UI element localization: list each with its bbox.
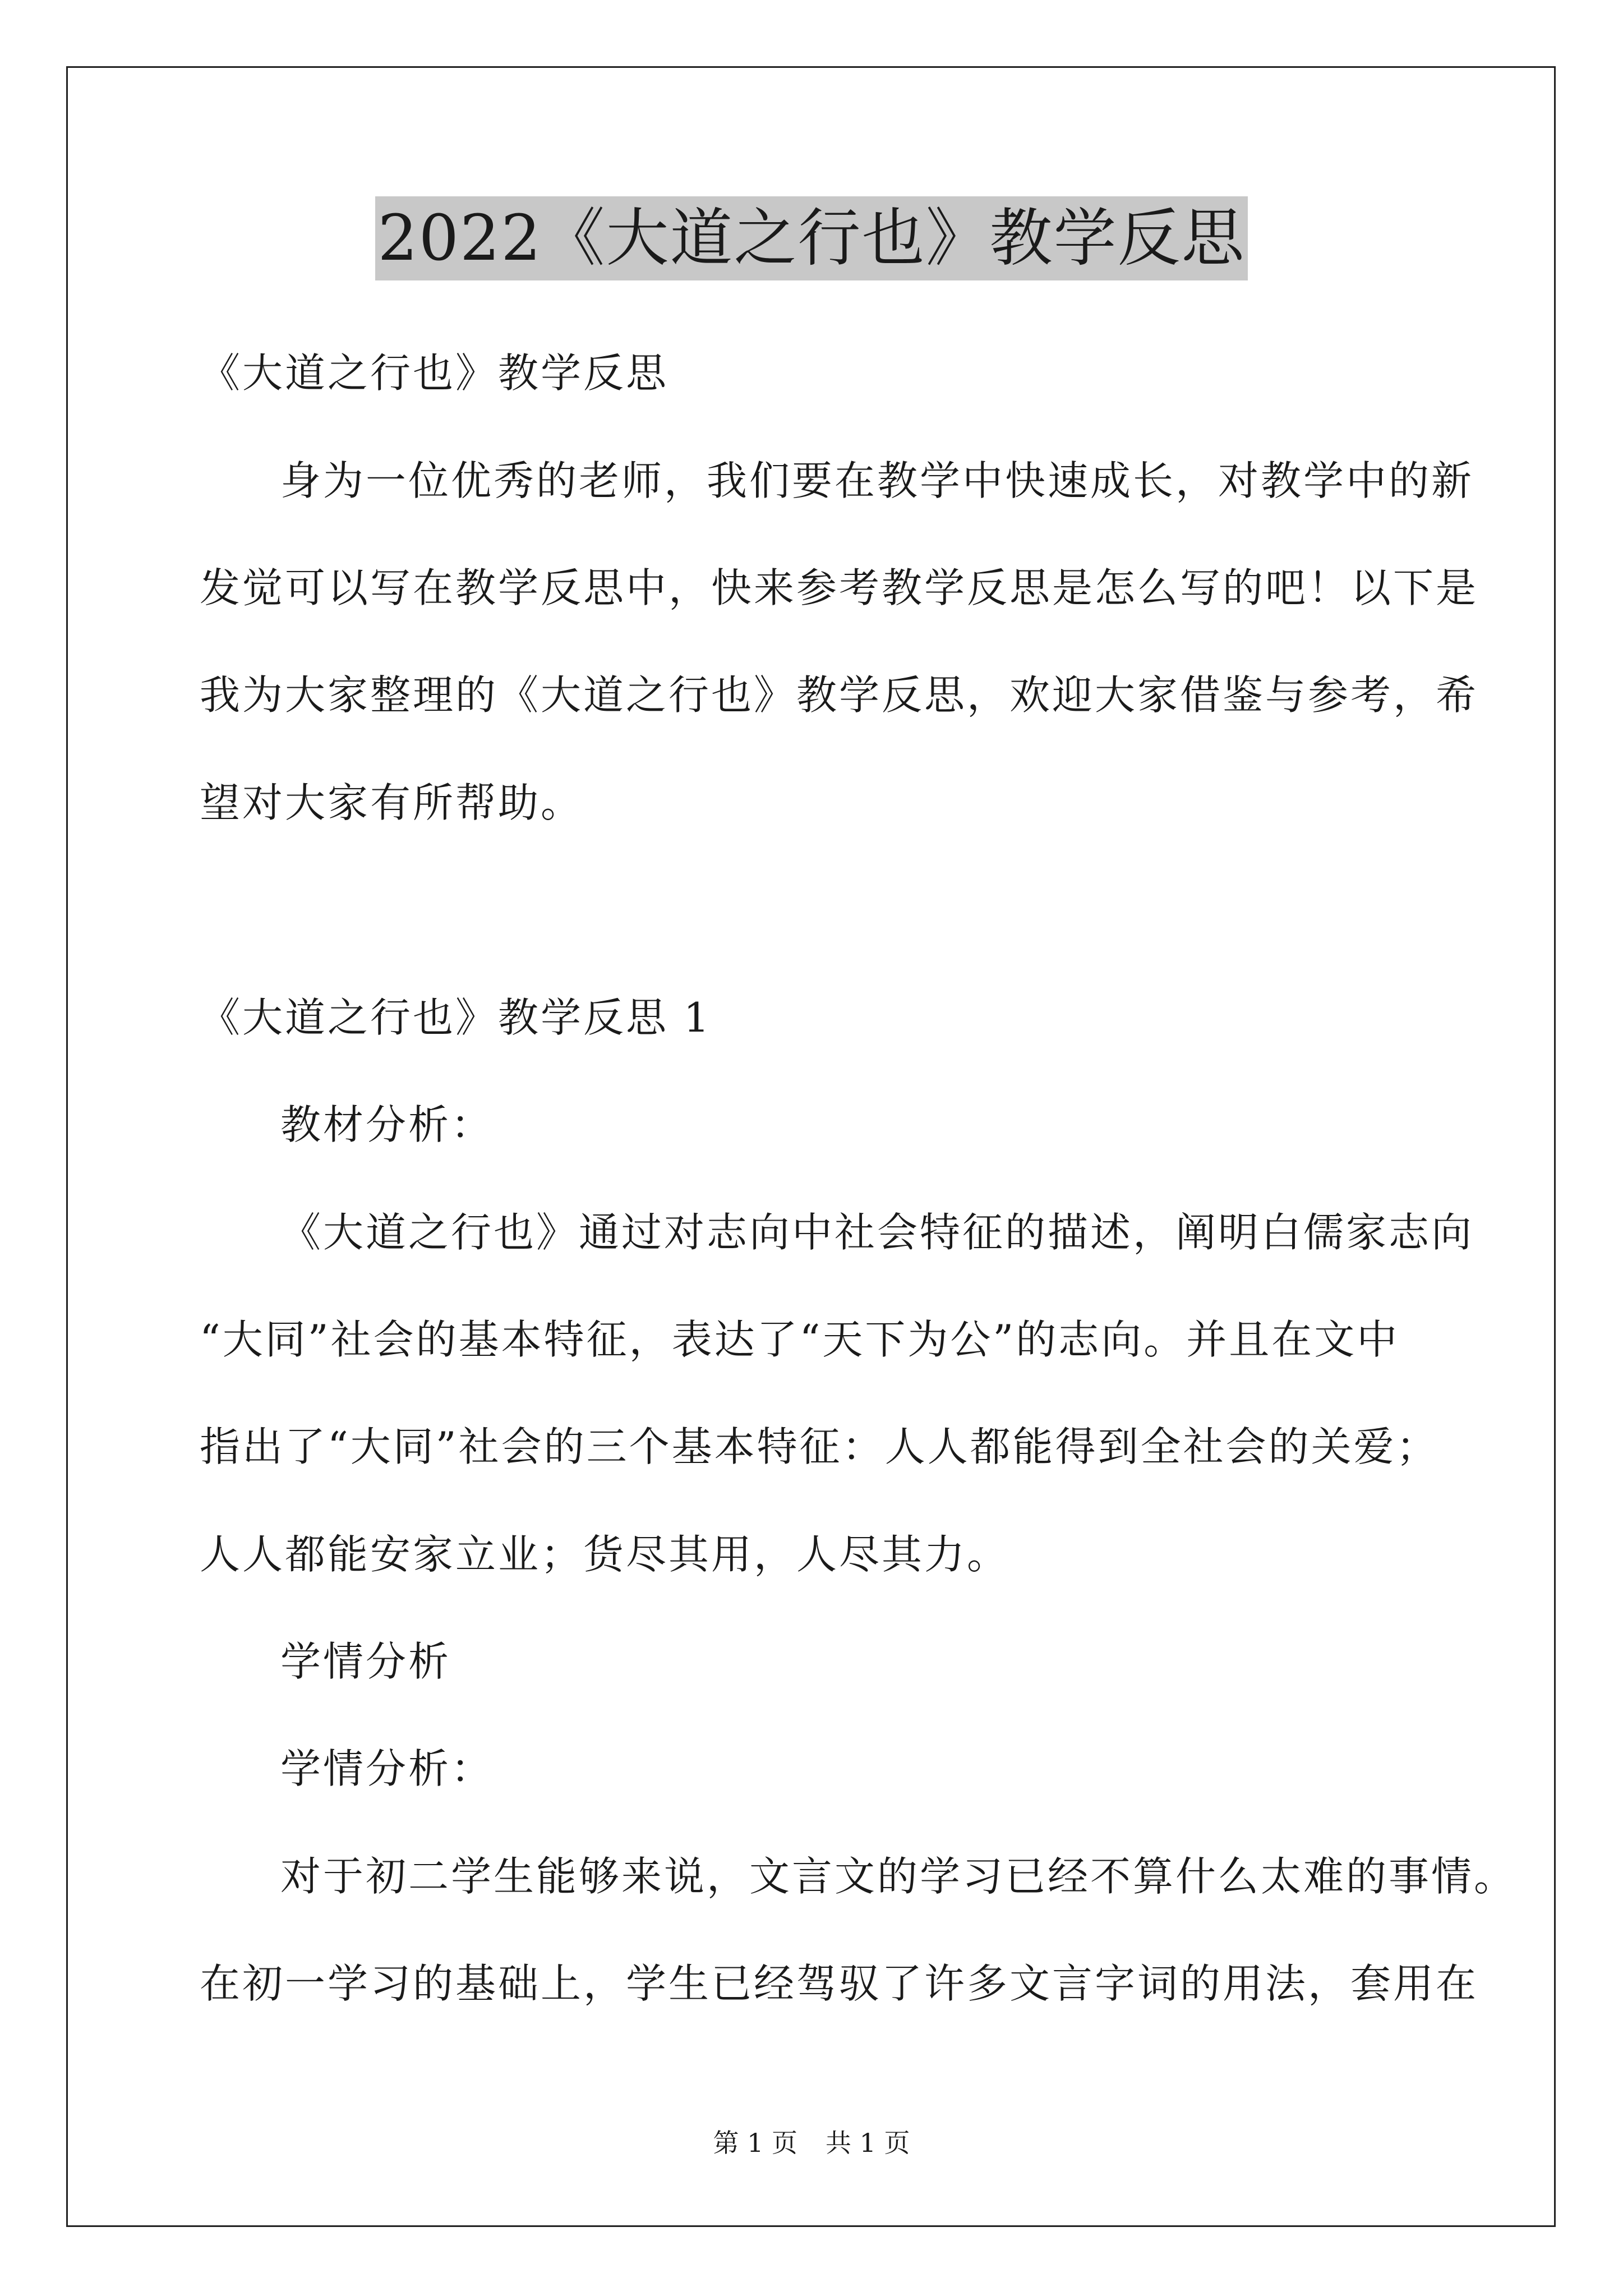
document-title: 2022《大道之行也》教学反思	[375, 196, 1247, 280]
paragraph-line: 《大道之行也》通过对志向中社会特征的描述，阐明白儒家志向	[280, 1209, 1474, 1256]
page-footer	[0, 2126, 1623, 2160]
section-heading: 《大道之行也》教学反思 1	[200, 994, 712, 1041]
paragraph-line: 人人都能安家立业；货尽其用，人尽其力。	[200, 1531, 1010, 1578]
paragraph-line: 身为一位优秀的老师，我们要在教学中快速成长，对教学中的新	[280, 457, 1474, 504]
paragraph-line: 我为大家整理的《大道之行也》教学反思，欢迎大家借鉴与参考，希	[200, 671, 1479, 719]
subheading-line: 学情分析	[280, 1638, 451, 1685]
paragraph-line: 对于初二学生能够来说，文言文的学习已经不算什么太难的事情。	[280, 1853, 1517, 1900]
page-number: 第 1 页	[713, 2128, 797, 2158]
subheading-line: 教材分析：	[280, 1101, 494, 1148]
paragraph-line: 望对大家有所帮助。	[200, 779, 584, 826]
title-container	[0, 196, 1623, 280]
subtitle-line: 《大道之行也》教学反思	[200, 349, 669, 397]
paragraph-line: 在初一学习的基础上，学生已经驾驭了许多文言字词的用法，套用在	[200, 1960, 1479, 2007]
paragraph-line: 发觉可以写在教学反思中，快来参考教学反思是怎么写的吧！以下是	[200, 564, 1479, 611]
paragraph-line: 指出了“大同”社会的三个基本特征：人人都能得到全社会的关爱；	[200, 1423, 1439, 1470]
subheading-line: 学情分析：	[280, 1745, 494, 1792]
paragraph-line: “大同”社会的基本特征，表达了“天下为公”的志向。并且在文中	[200, 1316, 1400, 1363]
page-total: 共 1 页	[826, 2128, 910, 2158]
